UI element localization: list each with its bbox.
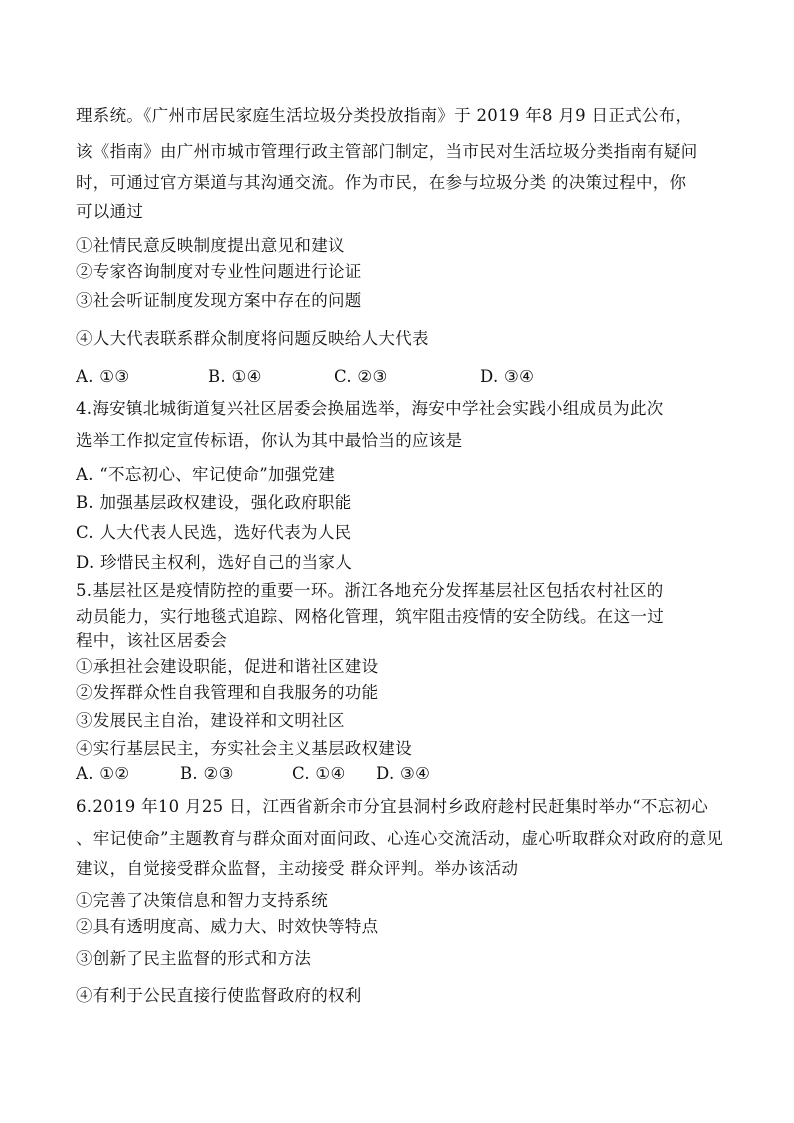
q5-stem-line-1: 5.基层社区是疫情防控的重要一环。浙江各地充分发挥基层社区包括农村社区的 [76, 581, 664, 600]
q3-stem-line-2: 该《指南》由广州市城市管理行政主管部门制定，当市民对生活垃圾分类指南有疑问 [76, 142, 698, 161]
q5-option-d: D. ③④ [376, 764, 431, 783]
q3-options [76, 366, 534, 388]
q4-option-c: C. 人大代表人民选，选好代表为人民 [76, 523, 352, 542]
q4-option-a: A. “不忘初心、牢记使命”加强党建 [76, 465, 336, 484]
q6-stem-line-2: 、牢记使命”主题教育与群众面对面问政、心连心交流活动，虚心听取群众对政府的意见 [76, 829, 724, 848]
q3-option-a: A. ①③ [76, 367, 130, 386]
q5-options [76, 763, 430, 785]
q4-stem-line-1: 4.海安镇北城街道复兴社区居委会换届选举，海安中学社会实践小组成员为此次 [76, 399, 664, 418]
q6-stem-line-1: 6.2019 年10 月25 日，江西省新余市分宜县洞村乡政府趁村民赶集时举办“不忘初心 [76, 797, 709, 816]
q3-option-d: D. ③④ [480, 367, 535, 386]
q5-statement-4: ④实行基层民主，夯实社会主义基层政权建设 [76, 739, 412, 758]
q5-option-c: C. ①④ [292, 764, 346, 783]
q5-statement-3: ③发展民主自治，建设祥和文明社区 [76, 711, 345, 730]
q5-stem-line-2: 动员能力，实行地毯式追踪、网格化管理，筑牢阻击疫情的安全防线。在这一过 [76, 607, 664, 626]
q3-statement-1: ①社情民意反映制度提出意见和建议 [76, 236, 345, 255]
q4-option-d: D. 珍惜民主权利，选好自己的当家人 [76, 553, 353, 572]
q3-option-b: B. ①④ [208, 367, 262, 386]
q5-option-a: A. ①② [76, 764, 130, 783]
q5-stem-line-3: 程中，该社区居委会 [76, 631, 228, 650]
q3-option-c: C. ②③ [334, 367, 388, 386]
q3-stem-line-3: 时，可通过官方渠道与其沟通交流。作为市民，在参与垃圾分类 的决策过程中，你 [76, 173, 687, 192]
q6-stem-line-3: 建议，自觉接受群众监督，主动接受 群众评判。举办该活动 [76, 859, 519, 878]
q3-stem-line-1: 理系统。《广州市居民家庭生活垃圾分类投放指南》于 2019 年8 月9 日正式公布， [76, 106, 693, 125]
q5-option-b: B. ②③ [180, 764, 234, 783]
q6-statement-3: ③创新了民主监督的形式和方法 [76, 949, 312, 968]
q3-stem-line-4: 可以通过 [76, 202, 144, 221]
q3-statement-2: ②专家咨询制度对专业性问题进行论证 [76, 262, 362, 281]
q4-stem-line-2: 选举工作拟定宣传标语，你认为其中最恰当的应该是 [76, 431, 463, 450]
q4-option-b: B. 加强基层政权建设，强化政府职能 [76, 493, 352, 512]
q5-statement-2: ②发挥群众性自我管理和自我服务的功能 [76, 683, 379, 702]
q6-statement-2: ②具有透明度高、威力大、时效快等特点 [76, 917, 379, 936]
q6-statement-4: ④有利于公民直接行使监督政府的权利 [76, 986, 362, 1005]
q3-statement-3: ③社会听证制度发现方案中存在的问题 [76, 291, 362, 310]
q6-statement-1: ①完善了决策信息和智力支持系统 [76, 891, 328, 910]
q3-statement-4: ④人大代表联系群众制度将问题反映给人大代表 [76, 329, 429, 348]
q5-statement-1: ①承担社会建设职能，促进和谐社区建设 [76, 657, 379, 676]
